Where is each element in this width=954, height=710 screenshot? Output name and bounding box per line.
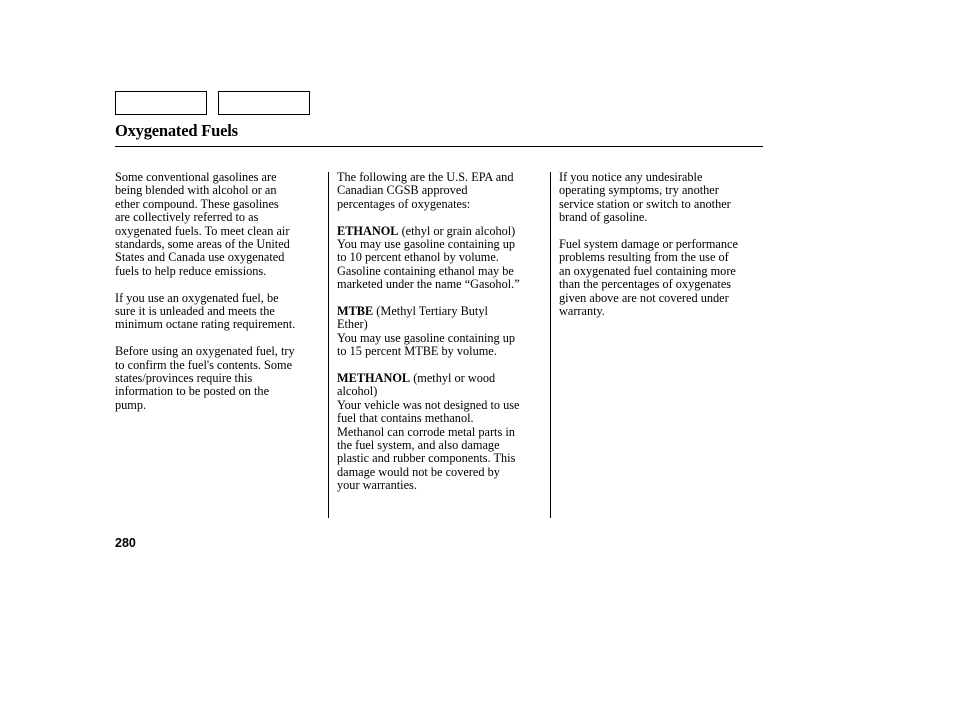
mtbe-heading [337, 305, 542, 318]
text-line: Gasoline containing ethanol may be [337, 263, 514, 278]
text-line: States and Canada use oxygenated [115, 250, 285, 265]
ethanol-term: ETHANOL [337, 223, 399, 238]
text-line: Methanol can corrode metal parts in [337, 424, 515, 439]
intro-paragraph [337, 171, 542, 211]
mtbe-desc-cont: Ether) [337, 317, 368, 332]
paragraph [559, 171, 764, 225]
paragraph [115, 292, 320, 332]
methanol-section [337, 372, 542, 493]
column-2 [337, 171, 542, 506]
nav-tab-box-2[interactable] [218, 91, 310, 115]
text-line: ether compound. These gasolines [115, 196, 279, 211]
text-line: oxygenated fuels. To meet clean air [115, 223, 290, 238]
text-line: percentages of oxygenates: [337, 196, 471, 211]
text-line: marketed under the name “Gasohol.” [337, 277, 520, 292]
text-line: Before using an oxygenated fuel, try [115, 344, 295, 359]
title-rule [115, 146, 763, 147]
text-line: than the percentages of oxygenates [559, 277, 732, 292]
text-line: If you notice any undesirable [559, 170, 703, 184]
text-line: warranty. [559, 304, 605, 319]
text-line: If you use an oxygenated fuel, be [115, 290, 279, 305]
text-line: to 10 percent ethanol by volume. [337, 250, 499, 265]
text-line: the fuel system, and also damage [337, 438, 500, 453]
text-line: given above are not covered under [559, 290, 729, 305]
mtbe-section [337, 305, 542, 359]
text-line: to 15 percent MTBE by volume. [337, 344, 497, 359]
text-line: Fuel system damage or performance [559, 237, 738, 252]
text-line: minimum octane rating requirement. [115, 317, 296, 332]
paragraph [115, 171, 320, 278]
ethanol-section [337, 225, 542, 292]
column-divider-2 [550, 172, 551, 518]
methanol-desc: (methyl or wood [413, 371, 496, 386]
ethanol-heading [337, 225, 542, 238]
text-line: Some conventional gasolines are [115, 170, 277, 184]
text-line: plastic and rubber components. This [337, 451, 516, 466]
column-3 [559, 171, 764, 332]
column-divider-1 [328, 172, 329, 518]
text-line: being blended with alcohol or an [115, 183, 277, 198]
text-line: an oxygenated fuel containing more [559, 263, 736, 278]
page-number: 280 [115, 536, 136, 550]
text-line: problems resulting from the use of [559, 250, 729, 265]
column-1 [115, 171, 320, 426]
text-line: are collectively referred to as [115, 210, 259, 225]
text-line: You may use gasoline containing up [337, 330, 516, 345]
ethanol-desc: (ethyl or grain alcohol) [401, 223, 516, 238]
text-line: Your vehicle was not designed to use [337, 397, 520, 412]
text-line: pump. [115, 397, 147, 412]
methanol-term: METHANOL [337, 371, 411, 386]
text-line: service station or switch to another [559, 196, 731, 211]
text-line: your warranties. [337, 478, 417, 493]
mtbe-desc: (Methyl Tertiary Butyl [376, 304, 488, 319]
page-title: Oxygenated Fuels [115, 121, 238, 140]
paragraph [115, 345, 320, 412]
paragraph [559, 238, 764, 318]
methanol-heading [337, 372, 542, 385]
text-line: damage would not be covered by [337, 464, 500, 479]
text-line: The following are the U.S. EPA and [337, 170, 514, 184]
text-line: fuel that contains methanol. [337, 411, 474, 426]
text-line: brand of gasoline. [559, 210, 648, 225]
text-line: information to be posted on the [115, 384, 270, 399]
text-line: operating symptoms, try another [559, 183, 719, 198]
text-line: Canadian CGSB approved [337, 183, 468, 198]
mtbe-term: MTBE [337, 304, 374, 319]
text-line: states/provinces require this [115, 371, 253, 386]
text-line: fuels to help reduce emissions. [115, 263, 267, 278]
text-line: sure it is unleaded and meets the [115, 304, 275, 319]
text-line: to confirm the fuel's contents. Some [115, 357, 293, 372]
nav-tab-box-1[interactable] [115, 91, 207, 115]
text-line: You may use gasoline containing up [337, 237, 516, 252]
methanol-desc-cont: alcohol) [337, 384, 378, 399]
text-line: standards, some areas of the United [115, 237, 290, 252]
